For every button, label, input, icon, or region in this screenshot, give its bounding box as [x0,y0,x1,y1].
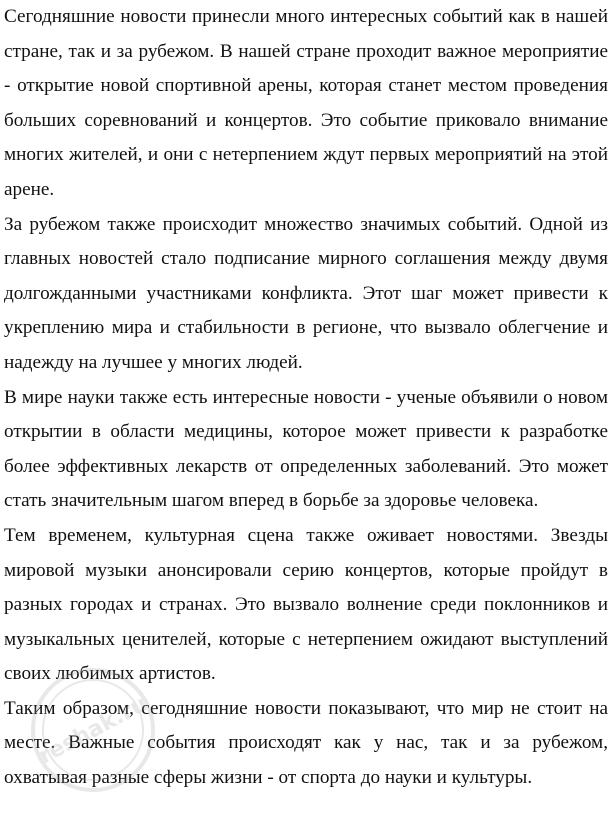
paragraph-1: Сегодняшние новости принесли много интересных событий как в нашей стране, так и за рубежом. В нашей стране проходит важное мероприятие - открытие новой спортивной арены, которая станет местом проведения больших соревнований и концертов. Это событие приковало внимание многих жителей, и они с нетерпением ждут первых мероприятий на этой арене. [4,6,608,200]
paragraph-3: В мире науки также есть интересные новости - ученые объявили о новом открытии в области медицины, которое может привести к разработке более эффективных лекарств от определенных заболеваний. Это может стать значительным шагом вперед в борьбе за здоровье человека. [4,386,608,512]
paragraph-5: Таким образом, сегодняшние новости показывают, что мир не стоит на месте. Важные события происходят как у нас, так и за рубежом, охватывая разные сферы жизни - от спорта до науки и культуры. [4,697,608,789]
watermark-text: reshak.ru [34,691,152,770]
paragraph-2: За рубежом также происходит множество значимых событий. Одной из главных новостей стало подписание мирного соглашения между двумя долгожданными участниками конфликта. Этот шаг может привести к укреплению мира и стабильности в регионе, что вызвало облегчение и надежду на лучшее у многих людей. [4,213,608,373]
paragraph-4: Тем временем, культурная сцена также оживает новостями. Звезды мировой музыки анонсировали серию концертов, которые пройдут в разных городах и странах. Это вызвало волнение среди поклонников и музыкальных ценителей, которые с нетерпением ожидают выступлений своих любимых артистов. [4,524,608,685]
document-body [4,0,608,796]
